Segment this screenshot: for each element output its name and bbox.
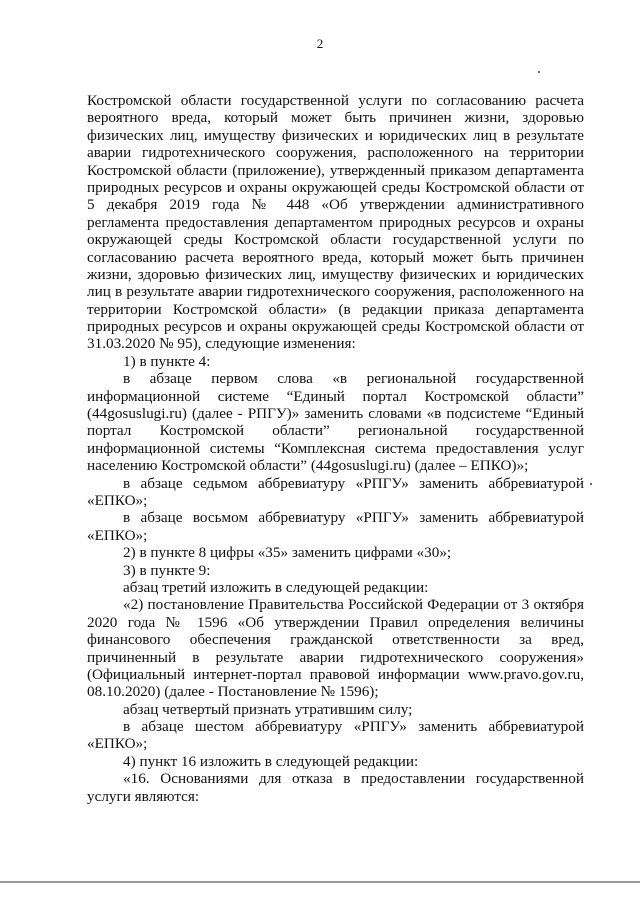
text-line: портал Костромской области” региональной государственной [87, 422, 584, 440]
text-line: (Официальный интернет-портал правовой информации www.pravo.gov.ru, [87, 665, 584, 683]
text-line: в абзаце первом слова «в региональной государственной [123, 370, 584, 388]
text-line: 3) в пункте 9: [123, 561, 211, 579]
text-line: лиц в результате аварии гидротехнического сооружения, расположенного на [87, 283, 584, 301]
text-line: услуги являются: [87, 787, 200, 805]
text-line: аварии гидротехнического сооружения, расположенного на территории [87, 144, 584, 162]
text-line: «2) постановление Правительства Российской Федерации от 3 октября [123, 596, 584, 614]
document-body [87, 92, 584, 805]
text-line: информационной системы “Комплексная система предоставления услуг [87, 439, 584, 457]
text-line: 08.10.2020) (далее - Постановление № 1596); [87, 683, 379, 701]
text-line: абзац четвертый признать утратившим силу; [123, 700, 413, 718]
scan-speck [590, 483, 592, 485]
text-line: в абзаце восьмом аббревиатуру «РПГУ» заменить аббревиатурой [123, 509, 584, 527]
text-line: окружающей среды Костромской области государственной услуги по [87, 231, 584, 249]
text-line: Костромской области (приложение), утвержденный приказом департамента [87, 161, 584, 179]
text-line: 4) пункт 16 изложить в следующей редакции: [123, 752, 419, 770]
text-line: 31.03.2020 № 95), следующие изменения: [87, 335, 356, 353]
text-line: населению Костромской области” (44gosuslugi.ru) (далее – ЕПКО)»; [87, 457, 529, 475]
text-line: регламента предоставления департаментом природных ресурсов и охраны [87, 213, 584, 231]
text-line: «16. Основаниями для отказа в предоставлении государственной [123, 770, 584, 788]
text-line: «ЕПКО»; [87, 526, 148, 544]
text-line: «ЕПКО»; [87, 735, 148, 753]
text-line: абзац третий изложить в следующей редакции: [123, 578, 429, 596]
scan-bottom-edge [0, 881, 640, 883]
text-line: территории Костромской области» (в редакции приказа департамента [87, 300, 584, 318]
text-line: в абзаце шестом аббревиатуру «РПГУ» заменить аббревиатурой [123, 718, 584, 736]
text-line: (44gosuslugi.ru) (далее - РПГУ)» заменить словами «в подсистеме “Единый [87, 405, 584, 423]
text-line: вероятного вреда, который может быть причинен жизни, здоровью [87, 109, 584, 127]
text-line: 5 декабря 2019 года № 448 «Об утверждении административного [87, 196, 584, 214]
text-line: природных ресурсов и охраны окружающей среды Костромской области от [87, 318, 584, 336]
text-line: информационной системе “Единый портал Костромской области” [87, 387, 584, 405]
text-line: 2) в пункте 8 цифры «35» заменить цифрами «30»; [123, 544, 452, 562]
text-line: 2020 года № 1596 «Об утверждении Правил определения величины [87, 613, 584, 631]
text-line: согласованию расчета вероятного вреда, который может быть причинен [87, 248, 584, 266]
text-line: финансового обеспечения гражданской ответственности за вред, [87, 631, 584, 649]
text-line: «ЕПКО»; [87, 491, 148, 509]
text-line: причиненный в результате аварии гидротехнического сооружения» [87, 648, 584, 666]
text-line: жизни, здоровью физических лиц, имуществу физических и юридических [87, 265, 584, 283]
text-line: 1) в пункте 4: [123, 352, 211, 370]
text-line: в абзаце седьмом аббревиатуру «РПГУ» заменить аббревиатурой [123, 474, 584, 492]
text-line: природных ресурсов и охраны окружающей среды Костромской области от [87, 178, 584, 196]
text-line: физических лиц, имуществу физических и юридических лиц в результате [87, 126, 584, 144]
text-line: Костромской области государственной услуги по согласованию расчета [87, 92, 584, 109]
scan-speck [538, 71, 540, 73]
page-number: 2 [316, 36, 324, 51]
